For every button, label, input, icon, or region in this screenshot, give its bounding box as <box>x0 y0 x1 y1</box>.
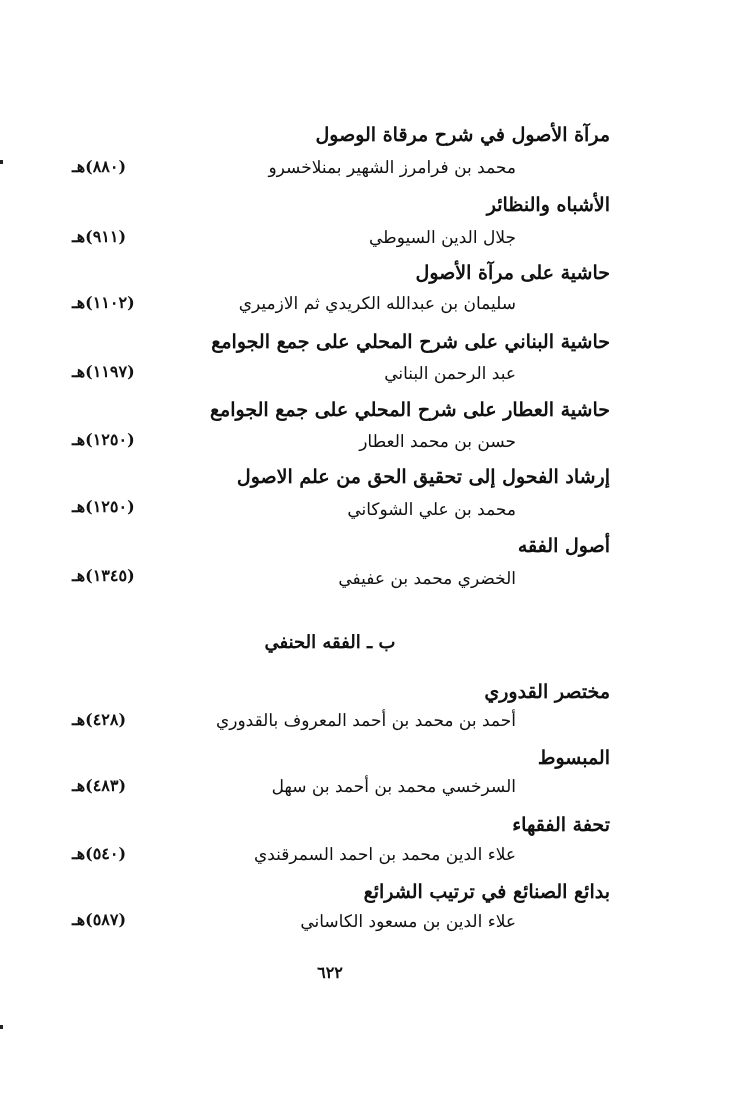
entry-title: إرشاد الفحول إلى تحقيق الحق من علم الاصول <box>236 466 610 488</box>
entry-title: الأشباه والنظائر <box>486 194 610 216</box>
entry-date: (٤٢٨)هـ <box>72 710 127 729</box>
edge-mark-bottom <box>0 1025 3 1029</box>
entry-date: (١١٩٧)هـ <box>72 362 135 381</box>
entry-title: المبسوط <box>537 747 610 769</box>
entry-title: أصول الفقه <box>517 535 610 557</box>
entry-title: حاشية على مرآة الأصول <box>415 262 610 284</box>
entry-date: (٨٨٠)هـ <box>72 157 127 176</box>
entry-author: السرخسي محمد بن أحمد بن سهل <box>271 777 516 797</box>
entry-date: (٥٤٠)هـ <box>72 844 127 863</box>
entry-title: حاشية العطار على شرح المحلي على جمع الجوامع <box>209 399 610 421</box>
entry-date: (٤٨٣)هـ <box>72 776 127 795</box>
edge-mark-top <box>0 160 3 164</box>
entry-date: (١٢٥٠)هـ <box>72 497 135 516</box>
entry-author: أحمد بن محمد بن أحمد المعروف بالقدوري <box>215 711 516 731</box>
entry-date: (٥٨٧)هـ <box>72 910 127 929</box>
entry-author: عبد الرحمن البناني <box>384 364 516 384</box>
entry-author: علاء الدين بن مسعود الكاساني <box>300 912 516 932</box>
entry-title: مرآة الأصول في شرح مرقاة الوصول <box>315 124 610 146</box>
entry-date: (٩١١)هـ <box>72 227 127 246</box>
entry-author: محمد بن فرامرز الشهير بمنلاخسرو <box>268 158 516 178</box>
entry-title: حاشية البناني على شرح المحلي على جمع الجوامع <box>211 331 610 353</box>
entry-author: حسن بن محمد العطار <box>359 432 516 452</box>
entry-author: سليمان بن عبدالله الكريدي ثم الازميري <box>238 294 516 314</box>
entry-date: (١٣٤٥)هـ <box>72 566 135 585</box>
page-number: ٦٢٢ <box>317 963 343 982</box>
entry-author: جلال الدين السيوطي <box>369 228 516 248</box>
entry-author: علاء الدين محمد بن احمد السمرقندي <box>253 845 516 865</box>
entry-title: مختصر القدوري <box>484 681 610 703</box>
entry-author: الخضري محمد بن عفيفي <box>338 569 516 589</box>
entry-title: تحفة الفقهاء <box>512 814 610 836</box>
entry-author: محمد بن علي الشوكاني <box>347 500 516 520</box>
entry-title: بدائع الصنائع في ترتيب الشرائع <box>363 881 610 903</box>
entry-date: (١١٠٢)هـ <box>72 293 135 312</box>
entry-date: (١٢٥٠)هـ <box>72 430 135 449</box>
section-heading: ب ـ الفقه الحنفي <box>264 632 396 653</box>
